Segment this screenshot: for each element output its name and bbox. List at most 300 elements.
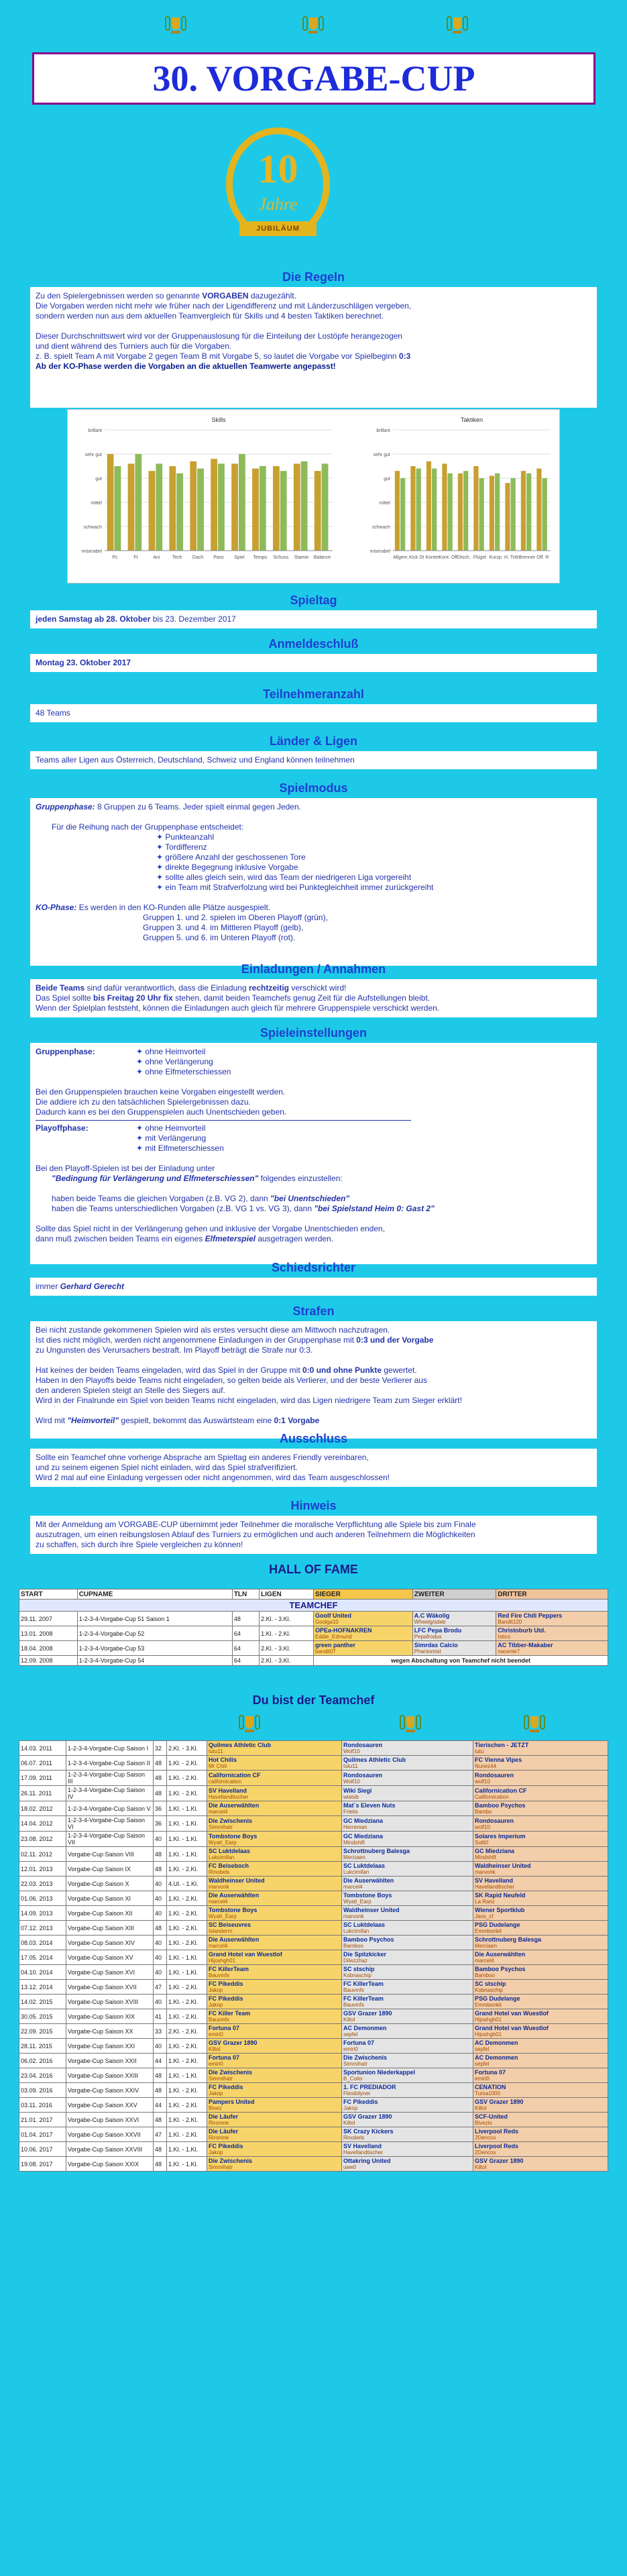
- table-cell: Vorgabe-Cup Saison XXII: [66, 2054, 154, 2068]
- table-cell: 1-2-3-4-Vorgabe-Cup Saison IV: [66, 1786, 154, 1801]
- section-heading: Die Regeln: [282, 270, 345, 284]
- team-cell[interactable]: Fortuna 07 emiri0: [473, 2068, 608, 2083]
- bar: [169, 466, 176, 551]
- table-cell: 1.Kl. - 2.Kl.: [167, 2054, 207, 2068]
- table-row: [19, 1801, 608, 1816]
- team-cell[interactable]: Mat´s Eleven Nuts Frietis: [341, 1801, 473, 1816]
- x-tick-label: Tempo: [253, 555, 268, 560]
- table-row: [19, 1741, 608, 1756]
- table-cell: 44: [154, 2098, 167, 2113]
- table-cell: 1.Kl. - 2.Kl.: [167, 1980, 207, 1995]
- team-cell[interactable]: Rondosauren Wolf10: [341, 1771, 473, 1786]
- teamvergleich-charts: [67, 409, 560, 583]
- x-tick-label: Schuss: [273, 555, 289, 560]
- team-cell[interactable]: GSV Grazer 1890 KiltoI: [207, 2039, 342, 2054]
- table-cell: 17.05. 2014: [19, 1950, 66, 1965]
- bar: [190, 461, 196, 551]
- table-cell: 18.04. 2008: [19, 1641, 78, 1656]
- section-heading: Spielmodus: [279, 781, 348, 795]
- criteria-item: ✦ sollte alles gleich sein, wird das Team der niedrigeren Liga vorgereiht: [156, 873, 591, 883]
- team-cell[interactable]: Die Auserwählten marcel4: [473, 1950, 608, 1965]
- table-cell: 48: [154, 2083, 167, 2098]
- x-tick-label: Dtsch.: [457, 555, 471, 560]
- table-cell: Vorgabe-Cup Saison XV: [66, 1950, 154, 1965]
- team-cell[interactable]: SC stschip Kobnaschip: [341, 1965, 473, 1980]
- header-emblems: [0, 15, 627, 42]
- team-cell[interactable]: Sportunion Niederkappel B_Coito: [341, 2068, 473, 2083]
- table-cell: 13.01. 2008: [19, 1626, 78, 1641]
- cup-emblem-icon: [526, 1714, 543, 1740]
- section-body: 48 Teams: [30, 704, 597, 722]
- table-cell: 06.02. 2016: [19, 2054, 66, 2068]
- table-cell: wegen Abschaltung von Teamchef nicht beendet: [314, 1656, 608, 1666]
- team-cell[interactable]: OPEa-HOFNAKREN Eddie_Edmund: [314, 1626, 413, 1641]
- setting-item: ✦ ohne Verlängerung: [136, 1057, 231, 1067]
- table-cell: 1-2-3-4-Vorgabe-Cup Saison III: [66, 1771, 154, 1786]
- table-row: [19, 1936, 608, 1950]
- team-cell[interactable]: Die Zwischenis Simmihatr: [207, 2068, 342, 2083]
- team-cell[interactable]: GSV Grazer 1890 KiltoI: [473, 2157, 608, 2172]
- team-cell[interactable]: Waldheinser United marvonk: [341, 1906, 473, 1921]
- table-cell: Vorgabe-Cup Saison XXIII: [66, 2068, 154, 2083]
- table-cell: 40: [154, 1936, 167, 1950]
- team-cell[interactable]: FC Pikeddis Jakop: [207, 1980, 342, 1995]
- table-cell: 40: [154, 1995, 167, 2009]
- table-cell: 12.01. 2013: [19, 1862, 66, 1877]
- bar: [543, 478, 547, 551]
- team-cell[interactable]: Ottakring United uwe0: [341, 2157, 473, 2172]
- table-cell: 01.04. 2017: [19, 2127, 66, 2142]
- bar: [511, 478, 516, 551]
- table-cell: 1-2-3-4-Vorgabe-Cup 51 Saison 1: [77, 1612, 232, 1626]
- team-cell[interactable]: FC Pikeddis Jakop: [207, 2142, 342, 2157]
- section-body: Zu den Spielergebnissen werden so genannte VORGABEN dazugezählt. Die Vorgaben werden nicht mehr wie früher nach der Ligendifferenz und mit Länderzuschlägen vergeben, sondern werden nun aus dem aktuellen Teamvergleich für Skills und 4 besten Taktiken berechnet. Dieser Durchschnittswert wird vor der Gruppenauslosung für die Einteilung der Lostöpfe herangezogen und dient während des Turniers auch für die Vorgaben. z. B. spielt Team A mit Vorgabe 2 gegen Team B mit Vorgabe 5, so lautet die Vorgabe vor Spielbeginn 0:3 Ab der KO-Phase werden die Vorgaben an die aktuellen Teamwerte angepasst!: [30, 287, 597, 408]
- table-cell: 14.04. 2012: [19, 1816, 66, 1832]
- team-cell[interactable]: SC stschip Kobnaschip: [473, 1980, 608, 1995]
- bar: [176, 473, 183, 551]
- team-cell[interactable]: Solares Imperium Sulti0: [473, 1832, 608, 1847]
- section-spieltag: [30, 594, 597, 628]
- section-heading: Spieltag: [290, 594, 337, 607]
- team-cell[interactable]: SK Crazy Kickers Rinobels: [341, 2127, 473, 2142]
- team-cell[interactable]: Liverpool Reds 2Dencox: [473, 2127, 608, 2142]
- table-row: [19, 1626, 608, 1641]
- bar: [410, 466, 415, 551]
- bar: [448, 473, 453, 551]
- hof-col-header: LIGEN: [260, 1589, 314, 1600]
- table-row: [19, 2054, 608, 2068]
- jubilee-number: 10: [258, 147, 298, 191]
- table-cell: 14.03. 2011: [19, 1741, 66, 1756]
- table-cell: 1-2-3-4-Vorgabe-Cup 52: [77, 1626, 232, 1641]
- team-cell[interactable]: green panther bandit07: [314, 1641, 413, 1656]
- team-cell[interactable]: FC KillerTeam Bauvmfx: [207, 1965, 342, 1980]
- team-cell[interactable]: Die Auserwählten marcel4: [341, 1877, 473, 1891]
- table-row: [19, 1950, 608, 1965]
- team-cell[interactable]: AC Demonmen sepfel: [341, 2024, 473, 2039]
- bar: [128, 463, 135, 551]
- team-cell[interactable]: Grand Hotel van Wuestlof Hijoshgh01: [473, 2024, 608, 2039]
- y-tick-label: miserabel: [369, 549, 390, 554]
- team-cell[interactable]: FC Killer Team Bauvmfx: [207, 2009, 342, 2024]
- team-cell[interactable]: SV Havelland Havellandtischer: [341, 2142, 473, 2157]
- x-tick-label: Brenner: [518, 555, 536, 560]
- table-row: [19, 2024, 608, 2039]
- team-cell[interactable]: Tierischen - JETZT tutu: [473, 1741, 608, 1756]
- team-cell[interactable]: GSV Grazer 1890 KiltoI: [473, 2098, 608, 2113]
- team-cell[interactable]: SC Luktdelaas Lukcimifan: [341, 1921, 473, 1936]
- bar: [505, 483, 510, 551]
- table-cell: 1.Kl. - 1.Kl.: [167, 1965, 207, 1980]
- table-cell: 08.03. 2014: [19, 1936, 66, 1950]
- team-cell[interactable]: Die Läufer Rironme: [207, 2127, 342, 2142]
- team-cell[interactable]: Bamboo Psychos Bambo: [473, 1801, 608, 1816]
- table-cell: Vorgabe-Cup Saison XXVII: [66, 2127, 154, 2142]
- team-cell[interactable]: Tombstone Boys Wyatt_Earp: [341, 1891, 473, 1906]
- table-cell: 26.11. 2011: [19, 1786, 66, 1801]
- bar: [432, 469, 437, 551]
- team-cell[interactable]: FC Pikeddis Jakop: [207, 2083, 342, 2098]
- team-cell[interactable]: Schrottnuberg Balesga Merciaen: [341, 1847, 473, 1862]
- section-heading: Schiedsrichter: [271, 1261, 356, 1274]
- team-cell[interactable]: Californication CF californication: [207, 1771, 342, 1786]
- team-cell[interactable]: SK Rapid Neufeld La Ranz: [473, 1891, 608, 1906]
- table-cell: 40: [154, 2039, 167, 2054]
- team-cell[interactable]: Waldheinser United marvonk: [207, 1877, 342, 1891]
- table-cell: 4.Ul. - 1.Kl.: [167, 1877, 207, 1891]
- team-cell[interactable]: GC Miedziana Mindshift: [473, 1847, 608, 1862]
- team-cell[interactable]: Die Auserwählten marcel4: [207, 1891, 342, 1906]
- team-cell[interactable]: Die Zwischenis Simmihatr: [207, 1816, 342, 1832]
- page-title: 30. VORGABE-CUP: [152, 58, 475, 99]
- team-cell[interactable]: Quilmes Athletic Club tutu11: [207, 1741, 342, 1756]
- bar: [521, 471, 526, 551]
- setting-item: ✦ ohne Elfmeterschiessen: [136, 1067, 231, 1077]
- x-tick-label: Balance: [313, 555, 331, 560]
- criteria-item: ✦ Tordifferenz: [156, 842, 591, 852]
- table-cell: 1-2-3-4-Vorgabe-Cup 53: [77, 1641, 232, 1656]
- table-cell: 1.Kl. - 1.Kl.: [167, 2142, 207, 2157]
- team-cell[interactable]: FC Pikeddis Jakop: [341, 2098, 473, 2113]
- team-cell[interactable]: Wiki Siegi wiatsb: [341, 1786, 473, 1801]
- team-cell[interactable]: Hot Chilis Mr Chili: [207, 1756, 342, 1771]
- team-cell[interactable]: Die Läufer Rironme: [207, 2113, 342, 2127]
- x-tick-label: H. Tritt: [504, 555, 518, 560]
- team-cell[interactable]: FC Pikeddis Jakop: [207, 1995, 342, 2009]
- team-cell[interactable]: SV Havelland Havellandtischer: [207, 1786, 342, 1801]
- table-cell: 40: [154, 1832, 167, 1847]
- table-row: [19, 2142, 608, 2157]
- bar: [231, 463, 238, 551]
- dbt-emblems: [0, 1714, 627, 1740]
- section-laender: [30, 734, 597, 769]
- section-heading: Teilnehmeranzahl: [263, 687, 364, 701]
- table-cell: 48: [154, 1771, 167, 1786]
- y-tick-label: mittel: [91, 501, 102, 506]
- table-cell: 1-2-3-4-Vorgabe-Cup Saison V: [66, 1801, 154, 1816]
- table-cell: 01.06. 2013: [19, 1891, 66, 1906]
- table-row: [19, 2157, 608, 2172]
- hof-col-header: START: [19, 1589, 78, 1600]
- table-cell: 03.09. 2016: [19, 2083, 66, 2098]
- table-row: [19, 2083, 608, 2098]
- jubilee-word: Jahre: [258, 194, 298, 214]
- team-cell[interactable]: Fortuna 07 emiri0: [341, 2039, 473, 2054]
- team-cell[interactable]: Die Spitzkicker Dilwzzhaz: [341, 1950, 473, 1965]
- hof-table: [19, 1589, 608, 1666]
- table-cell: Vorgabe-Cup Saison XVI: [66, 1965, 154, 1980]
- title-banner: [32, 52, 595, 105]
- table-cell: 07.12. 2013: [19, 1921, 66, 1936]
- team-cell[interactable]: Quilmes Athletic Club tutu11: [341, 1756, 473, 1771]
- team-cell[interactable]: 1. FC PREDIADOR Flexibilyner: [341, 2083, 473, 2098]
- bar: [426, 461, 431, 551]
- team-cell[interactable]: Wiener Sportklub Jaos_cf: [473, 1906, 608, 1921]
- table-cell: 14.02. 2015: [19, 1995, 66, 2009]
- table-cell: 1.Kl. - 2.Kl.: [167, 2083, 207, 2098]
- team-cell[interactable]: Tombstone Boys Wyatt_Earp: [207, 1906, 342, 1921]
- section-einladungen: [30, 962, 597, 1017]
- table-cell: 10.06. 2017: [19, 2142, 66, 2157]
- bar: [479, 478, 484, 551]
- bar: [115, 466, 121, 551]
- team-cell[interactable]: GSV Grazer 1890 KiltoI: [341, 2009, 473, 2024]
- team-cell[interactable]: Bamboo Psychos Bamboo: [473, 1965, 608, 1980]
- section-heading: Einladungen / Annahmen: [241, 962, 386, 976]
- bar: [260, 466, 266, 551]
- section-spielmodus: [30, 781, 597, 966]
- table-row: [19, 2039, 608, 2054]
- table-cell: 1.Kl. - 1.Kl.: [167, 1816, 207, 1832]
- x-tick-label: Spiel: [234, 555, 245, 560]
- hof-col-header: SIEGER: [314, 1589, 413, 1600]
- team-cell[interactable]: SCF-United Bivezio: [473, 2113, 608, 2127]
- y-tick-label: brillant: [88, 429, 102, 433]
- hof-col-header: ZWEITER: [412, 1589, 496, 1600]
- x-tick-label: Kurzp: [489, 555, 502, 560]
- table-cell: 1.Kl. - 1.Kl.: [167, 2157, 207, 2172]
- team-cell[interactable]: Red Fire Chili Peppers Bandit120: [496, 1612, 608, 1626]
- table-cell: 1.Kl. - 2.Kl.: [260, 1626, 314, 1641]
- section-body: immer Gerhard Gerecht: [30, 1278, 597, 1296]
- table-row: [19, 2113, 608, 2127]
- chart-title: Skills: [211, 416, 226, 423]
- y-tick-label: sehr gut: [84, 453, 102, 457]
- team-cell[interactable]: Rondosauren wolf10: [473, 1771, 608, 1786]
- table-cell: 1-2-3-4-Vorgabe-Cup 54: [77, 1656, 232, 1666]
- team-cell[interactable]: Californication CF Californication: [473, 1786, 608, 1801]
- table-cell: 36: [154, 1816, 167, 1832]
- y-tick-label: schwach: [372, 525, 390, 530]
- bar: [463, 471, 468, 551]
- table-cell: Vorgabe-Cup Saison XI: [66, 1891, 154, 1906]
- table-cell: Vorgabe-Cup Saison XIV: [66, 1936, 154, 1950]
- y-tick-label: gut: [95, 477, 102, 482]
- table-cell: 48: [154, 1756, 167, 1771]
- table-cell: Vorgabe-Cup Saison XIII: [66, 1921, 154, 1936]
- table-row: [19, 1906, 608, 1921]
- y-tick-label: schwach: [83, 525, 102, 530]
- table-cell: 17.09. 2011: [19, 1771, 66, 1786]
- team-cell[interactable]: LFC Pepa Brodu Pepafrodus: [412, 1626, 496, 1641]
- table-cell: 1-2-3-4-Vorgabe-Cup Saison VI: [66, 1816, 154, 1832]
- table-cell: 48: [154, 2142, 167, 2157]
- table-row: [19, 1995, 608, 2009]
- x-tick-label: Pc: [112, 555, 118, 560]
- team-cell[interactable]: Tombstone Boys Wyatt_Earp: [207, 1832, 342, 1847]
- team-cell[interactable]: FC KillerTeam Bauvmfx: [341, 1980, 473, 1995]
- team-cell[interactable]: FC KillerTeam Bauvmfx: [341, 1995, 473, 2009]
- team-cell[interactable]: Rondosauren wolf10: [473, 1816, 608, 1832]
- team-cell[interactable]: Fortuna 07 emiri0: [207, 2054, 342, 2068]
- team-cell[interactable]: SC Luktdelaas Lukcimifan: [341, 1862, 473, 1877]
- team-cell[interactable]: GC Miedziana Herreman: [341, 1816, 473, 1832]
- table-cell: 1.Kl. - 2.Kl.: [167, 2113, 207, 2127]
- team-cell[interactable]: AC Tibber-Makaber nacente7: [496, 1641, 608, 1656]
- team-cell[interactable]: Fortuna 07 emiri0: [207, 2024, 342, 2039]
- x-tick-label: Konter: [425, 555, 440, 560]
- table-cell: 03.11. 2016: [19, 2098, 66, 2113]
- team-cell[interactable]: FC Vienna Vipes Nunez44: [473, 1756, 608, 1771]
- table-row: [19, 1877, 608, 1891]
- table-cell: 1.Kl. - 1.Kl.: [167, 1832, 207, 1847]
- table-cell: 22.03. 2013: [19, 1877, 66, 1891]
- bar: [458, 473, 463, 551]
- cup-emblem-icon: [241, 1714, 258, 1740]
- team-cell[interactable]: GC Miedziana Mindshift: [341, 1832, 473, 1847]
- team-cell[interactable]: Bamboo Psychos Bamboo: [341, 1936, 473, 1950]
- bar: [301, 461, 308, 551]
- team-cell[interactable]: PSG Dudelange Emmbonkit: [473, 1995, 608, 2009]
- team-cell[interactable]: A.C Wäkolig Wheelg/sdeb: [412, 1612, 496, 1626]
- table-cell: 02.11. 2012: [19, 1847, 66, 1862]
- table-cell: 1.Kl. - 2.Kl.: [167, 1891, 207, 1906]
- section-body: Beide Teams sind dafür verantwortlich, dass die Einladung rechtzeitig verschickt wird! Das Spiel sollte bis Freitag 20 Uhr fix stehen, damit beiden Teamchefs genug Zeit für die Aufstellungen bleibt. Wenn der Spielplan feststeht, können die Einladungen auch gleich für mehrere Gruppenspiele verschickt werden.: [30, 979, 597, 1017]
- bar: [273, 466, 280, 551]
- table-cell: 1.Kl. - 1.Kl.: [167, 1847, 207, 1862]
- bar: [156, 463, 162, 551]
- x-tick-label: Ft: [133, 555, 138, 560]
- bar: [211, 459, 217, 551]
- x-tick-label: Ani: [153, 555, 160, 560]
- table-cell: Vorgabe-Cup Saison VIII: [66, 1847, 154, 1862]
- table-row: [19, 2009, 608, 2024]
- x-tick-label: Tech: [172, 555, 182, 560]
- team-cell[interactable]: Waldheinser United marvonk: [473, 1862, 608, 1877]
- team-cell[interactable]: Grand Hotel van Wuestlof Hijoshgh01: [207, 1950, 342, 1965]
- team-cell[interactable]: Christoburb Utd. Istico: [496, 1626, 608, 1641]
- team-cell[interactable]: GSV Grazer 1890 KiltoI: [341, 2113, 473, 2127]
- section-body: Gruppenphase: 8 Gruppen zu 6 Teams. Jeder spielt einmal gegen Jeden. Für die Reihung nach der Gruppenphase entscheidet: ✦ Punkteanzahl ✦ Tordifferenz ✦ größere Anzahl der geschossenen Tore ✦ direkte Begegnung inklusive Vorgabe ✦ sollte alles gleich sein, wird das Team der niedrigeren Liga vorgereiht ✦ ein Team mit Strafverfolzung wird bei Punktegleichheit immer zurückgereiht KO-Phase: Es werden in den KO-Runden alle Plätze ausgespielt. Gruppen 1. und 2. spielen im Oberen Playoff (grün), Gruppen 3. und 4. im Mittleren Playoff (gelb), Gruppen 5. und 6. im Unteren Playoff (rot).: [30, 798, 597, 966]
- team-cell[interactable]: Rondosauren Wolf10: [341, 1741, 473, 1756]
- table-cell: Vorgabe-Cup Saison XIX: [66, 2009, 154, 2024]
- team-cell[interactable]: Goolf United Goolga10: [314, 1612, 413, 1626]
- team-cell[interactable]: Schrottnuberg Balesga Merciaen: [473, 1936, 608, 1950]
- table-row: [19, 1656, 608, 1666]
- team-cell[interactable]: PSG Dudelange Emmbonkit: [473, 1921, 608, 1936]
- table-cell: 1.Kl. - 2.Kl.: [167, 1921, 207, 1936]
- section-heading: Hinweis: [290, 1499, 337, 1512]
- x-tick-label: Flügel: [473, 555, 486, 560]
- cup-emblem-icon: [305, 15, 321, 42]
- table-cell: 48: [154, 2157, 167, 2172]
- section-body: Mit der Anmeldung am VORGABE-CUP übernimmt jeder Teilnehmer die moralische Verpflichtung alle Spiele bis zum Finale auszutragen, um einen reibungslosen Ablauf des Turniers zu ermöglichen und auch anderen Teilnehmern die Möglichkeiten zu schaffen, sich durch ihre Spiele vergleichen zu können!: [30, 1516, 597, 1554]
- team-cell[interactable]: Pampers United Bivez: [207, 2098, 342, 2113]
- table-cell: Vorgabe-Cup Saison XX: [66, 2024, 154, 2039]
- cup-emblem-icon: [402, 1714, 418, 1740]
- chart-title: Taktiken: [460, 416, 483, 423]
- team-cell[interactable]: Grand Hotel van Wuestlof Hijoshgh01: [473, 2009, 608, 2024]
- team-cell[interactable]: FC Beiseboch Rinobels: [207, 1862, 342, 1877]
- section-heading: Spieleinstellungen: [260, 1026, 367, 1040]
- setting-item: ✦ ohne Heimvorteil: [136, 1047, 231, 1057]
- table-cell: 47: [154, 1980, 167, 1995]
- x-tick-label: Stamin: [294, 555, 309, 560]
- table-cell: 1.Kl. - 2.Kl.: [167, 2127, 207, 2142]
- teamchef-subheader: TEAMCHEF: [19, 1600, 608, 1612]
- section-ausschluss: [30, 1432, 597, 1487]
- table-cell: 21.01. 2017: [19, 2113, 66, 2127]
- team-cell[interactable]: SC Luktdelaas Lukcimifan: [207, 1847, 342, 1862]
- bar: [280, 471, 287, 551]
- table-cell: 1-2-3-4-Vorgabe-Cup Saison II: [66, 1756, 154, 1771]
- table-cell: 48: [154, 1862, 167, 1877]
- table-cell: 36: [154, 1801, 167, 1816]
- hof-col-header: TLN: [232, 1589, 259, 1600]
- y-tick-label: gut: [384, 477, 390, 482]
- bar: [400, 478, 405, 551]
- team-cell[interactable]: AC Demonmen sepfel: [473, 2054, 608, 2068]
- team-cell[interactable]: SV Havelland Havellandtischer: [473, 1877, 608, 1891]
- hall-of-fame: [19, 1563, 608, 1666]
- team-cell[interactable]: AC Demonmen sepfel: [473, 2039, 608, 2054]
- jubilee-badge-icon: [219, 127, 337, 255]
- table-cell: Vorgabe-Cup Saison XXI: [66, 2039, 154, 2054]
- setting-item: ✦ ohne Heimvorteil: [136, 1123, 224, 1133]
- team-cell[interactable]: Die Zwischenis Simmihatr: [341, 2054, 473, 2068]
- hof-heading: HALL OF FAME: [269, 1563, 358, 1576]
- section-heading: Ausschluss: [279, 1432, 348, 1445]
- table-cell: 40: [154, 1891, 167, 1906]
- bar: [135, 454, 141, 551]
- team-cell[interactable]: Die Zwischenis Simmihatr: [207, 2157, 342, 2172]
- table-cell: 48: [154, 2068, 167, 2083]
- bar: [239, 454, 245, 551]
- team-cell[interactable]: Liverpool Reds 2Dencox: [473, 2142, 608, 2157]
- table-cell: 48: [154, 2113, 167, 2127]
- table-cell: Vorgabe-Cup Saison XXIX: [66, 2157, 154, 2172]
- team-cell[interactable]: Die Auserwählten marcel4: [207, 1801, 342, 1816]
- y-tick-label: mittel: [379, 501, 390, 506]
- table-cell: 23.04. 2016: [19, 2068, 66, 2083]
- x-tick-label: Off. R: [536, 555, 549, 560]
- setting-item: ✦ mit Elfmeterschiessen: [136, 1143, 224, 1154]
- table-cell: 48: [154, 1847, 167, 1862]
- team-cell[interactable]: Die Auserwählten marcel4: [207, 1936, 342, 1950]
- table-row: [19, 1816, 608, 1832]
- dbt-table: [19, 1740, 608, 2172]
- table-cell: 1.Kl. - 1.Kl.: [167, 1950, 207, 1965]
- team-cell[interactable]: CENATION Tuma1000: [473, 2083, 608, 2098]
- table-cell: 23.08. 2012: [19, 1832, 66, 1847]
- team-cell[interactable]: Simrdas Calcio Phantomist: [412, 1641, 496, 1656]
- table-row: [19, 1980, 608, 1995]
- table-cell: 2.Kl. - 3.Kl.: [260, 1641, 314, 1656]
- table-cell: Vorgabe-Cup Saison XXVIII: [66, 2142, 154, 2157]
- table-cell: 12.09. 2008: [19, 1656, 78, 1666]
- team-cell[interactable]: SC Beiseuvres Islanderrn: [207, 1921, 342, 1936]
- section-body: jeden Samstag ab 28. Oktober bis 23. Dezember 2017: [30, 610, 597, 628]
